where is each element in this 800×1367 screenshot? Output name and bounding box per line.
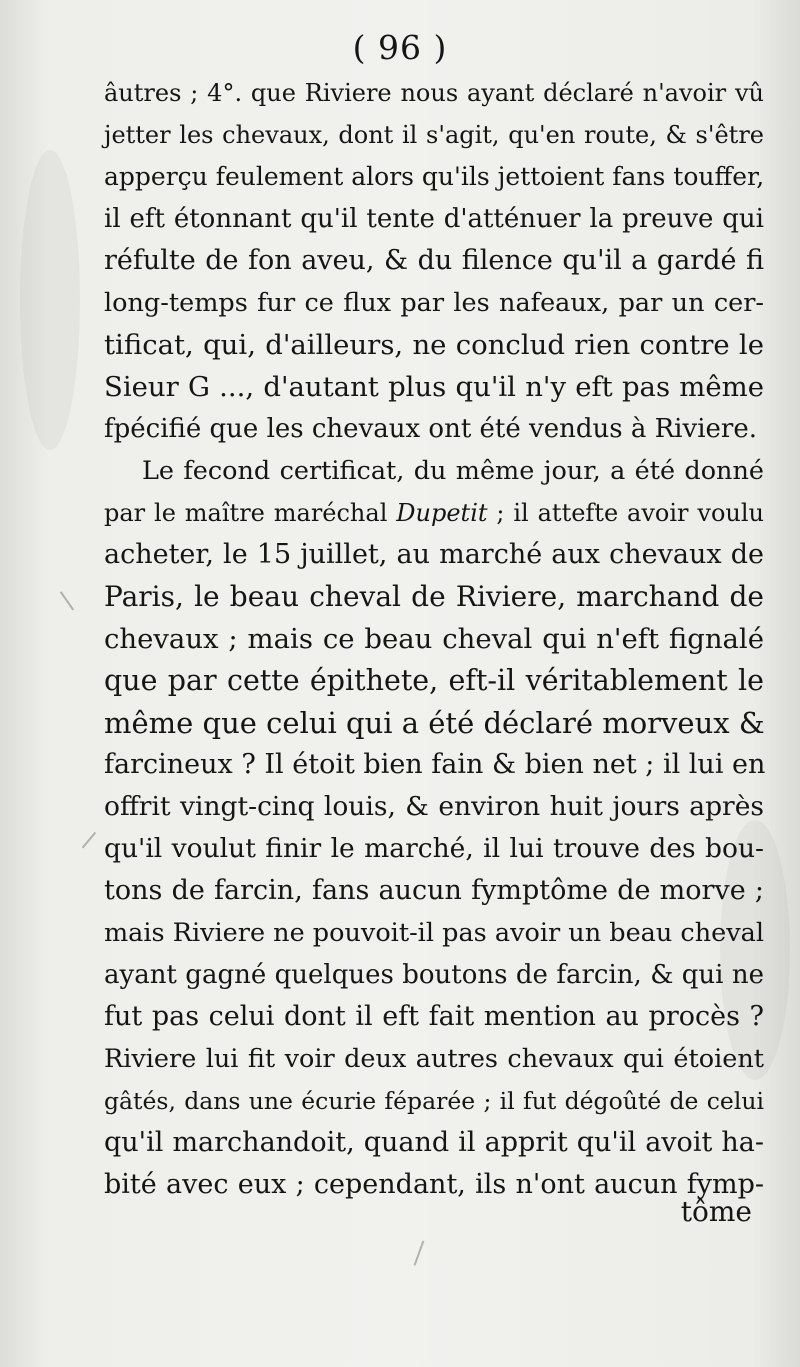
- ink-mark: [414, 1241, 424, 1266]
- body-text: [104, 72, 764, 1206]
- text-line: offrit vingt-cinq louis, & environ huit jours après: [104, 791, 764, 822]
- ink-mark: [60, 592, 74, 611]
- text-line: fut pas celui dont il eft fait mention au procès ?: [104, 1001, 764, 1032]
- text-line: même que celui qui a été déclaré morveux &: [104, 706, 765, 740]
- text-line: mais Riviere ne pouvoit-il pas avoir un beau cheval: [104, 918, 764, 948]
- text-line: qu'il marchandoit, quand il apprit qu'il avoit ha-: [104, 1127, 764, 1158]
- text-line: bité avec eux ; cependant, ils n'ont aucun fymp-: [104, 1169, 764, 1200]
- text-line: il eft étonnant qu'il tente d'atténuer la preuve qui: [104, 204, 764, 234]
- text-line: tificat, qui, d'ailleurs, ne conclud rien contre le: [104, 329, 764, 361]
- text-line: long-temps fur ce flux par les nafeaux, par un cer-: [104, 288, 764, 318]
- text-line: Sieur G ..., d'autant plus qu'il n'y eft pas même: [104, 371, 764, 403]
- text-line: farcineux ? Il étoit bien fain & bien net ; il lui en: [104, 749, 766, 780]
- ink-mark: [82, 832, 96, 848]
- text-line: fpécifié que les chevaux ont été vendus à Riviere.: [104, 414, 757, 444]
- text-line: Riviere lui fit voir deux autres chevaux qui étoient: [104, 1044, 764, 1074]
- text-line: réfulte de fon aveu, & du filence qu'il a gardé fi: [104, 245, 764, 276]
- text-line: apperçu feulement alors qu'ils jettoient fans touffer,: [104, 162, 765, 191]
- text-line: Paris, le beau cheval de Riviere, marchand de: [104, 580, 764, 613]
- paper-smudge: [20, 150, 80, 450]
- text-line: jetter les chevaux, dont il s'agit, qu'en route, & s'être: [104, 121, 764, 149]
- text-line: acheter, le 15 juillet, au marché aux chevaux de: [104, 539, 764, 570]
- text-line: ayant gagné quelques boutons de farcin, & qui ne: [104, 960, 764, 990]
- text-line: que par cette épithete, eft-il véritablement le: [104, 664, 764, 697]
- text-line: tons de farcin, fans aucun fymptôme de morve ;: [104, 875, 764, 906]
- italic-name: Dupetit: [396, 499, 488, 527]
- text-line: Le fecond certificat, du même jour, a été donné: [142, 456, 764, 486]
- text-line: par le maître maréchal Dupetit ; il attefte avoir voulu: [104, 499, 764, 527]
- page-number: ( 96 ): [352, 28, 448, 67]
- text-line: gâtés, dans une écurie féparée ; il fut dégoûté de celui: [104, 1087, 764, 1115]
- catchword: tôme: [680, 1195, 752, 1228]
- text-line: qu'il voulut finir le marché, il lui trouve des bou-: [104, 833, 764, 864]
- text-line: âutres ; 4°. que Riviere nous ayant déclaré n'avoir vû: [104, 79, 764, 107]
- text-line: chevaux ; mais ce beau cheval qui n'eft fignalé: [104, 623, 764, 655]
